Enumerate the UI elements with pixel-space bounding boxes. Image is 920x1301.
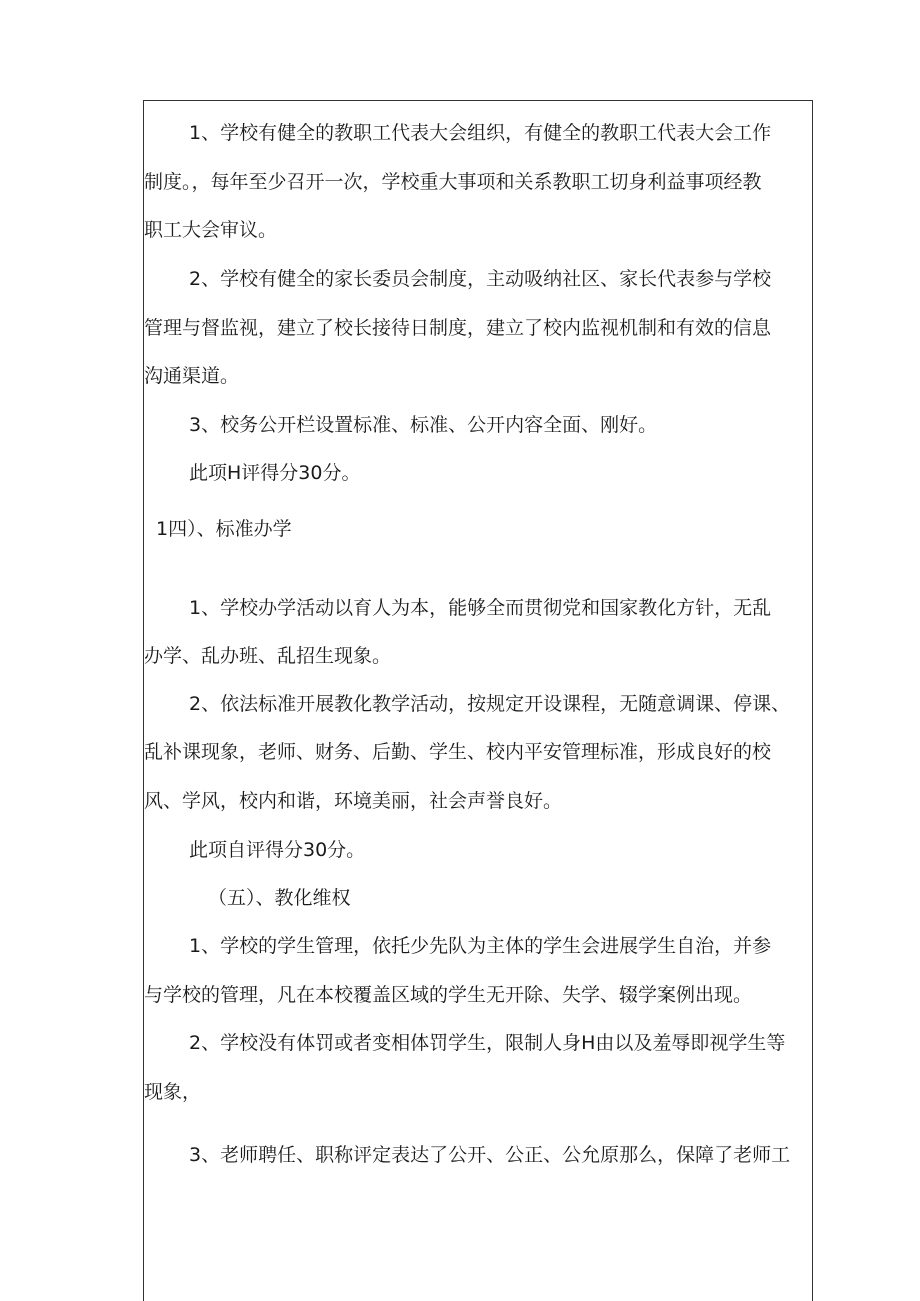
text-line: 乱补课现象，老师、财务、后勤、学生、校内平安管理标准，形成良好的校	[144, 741, 772, 763]
score-line: 此项自评得分30分。	[189, 839, 366, 861]
section-heading: 1四）、标准办学	[156, 518, 292, 540]
text-line: 制度。，每年至少召开一次，学校重大事项和关系教职工切身利益事项经教	[144, 171, 762, 193]
text-line: 3、校务公开栏设置标准、标准、公开内容全面、刚好。	[189, 414, 658, 436]
text-line: 办学、乱办班、乱招生现象。	[144, 645, 392, 667]
text-line: 管理与督监视，建立了校长接待日制度，建立了校内监视机制和有效的信息	[144, 317, 772, 339]
text-line: 现象，	[144, 1081, 202, 1103]
section-heading: （五）、教化维权	[208, 887, 351, 909]
text-line: 职工大会审议。	[144, 219, 278, 241]
text-line: 1、学校有健全的教职工代表大会组织，有健全的教职工代表大会工作	[189, 122, 772, 144]
text-line: 2、学校没有体罚或者变相体罚学生，限制人身H由以及羞辱即视学生等	[189, 1032, 786, 1054]
text-line: 1、学校的学生管理，依托少先队为主体的学生会进展学生自治，并参	[189, 935, 772, 957]
text-line: 沟通渠道。	[144, 365, 240, 387]
text-line: 与学校的管理，凡在本校覆盖区域的学生无开除、失学、辍学案例出现。	[144, 984, 753, 1006]
text-line: 风、学风，校内和谐，环境美丽，社会声誉良好。	[144, 790, 563, 812]
score-line: 此项H评得分30分。	[189, 462, 361, 484]
text-line: 3、老师聘任、职称评定表达了公开、公正、公允原那么，保障了老师工	[189, 1144, 791, 1166]
text-line: 2、依法标准开展教化教学活动，按规定开设课程，无随意调课、停课、	[189, 693, 791, 715]
text-line: 1、学校办学活动以育人为本，能够全而贯彻党和国家教化方针，无乱	[189, 597, 772, 619]
text-line: 2、学校有健全的家长委员会制度，主动吸纳社区、家长代表参与学校	[189, 268, 772, 290]
